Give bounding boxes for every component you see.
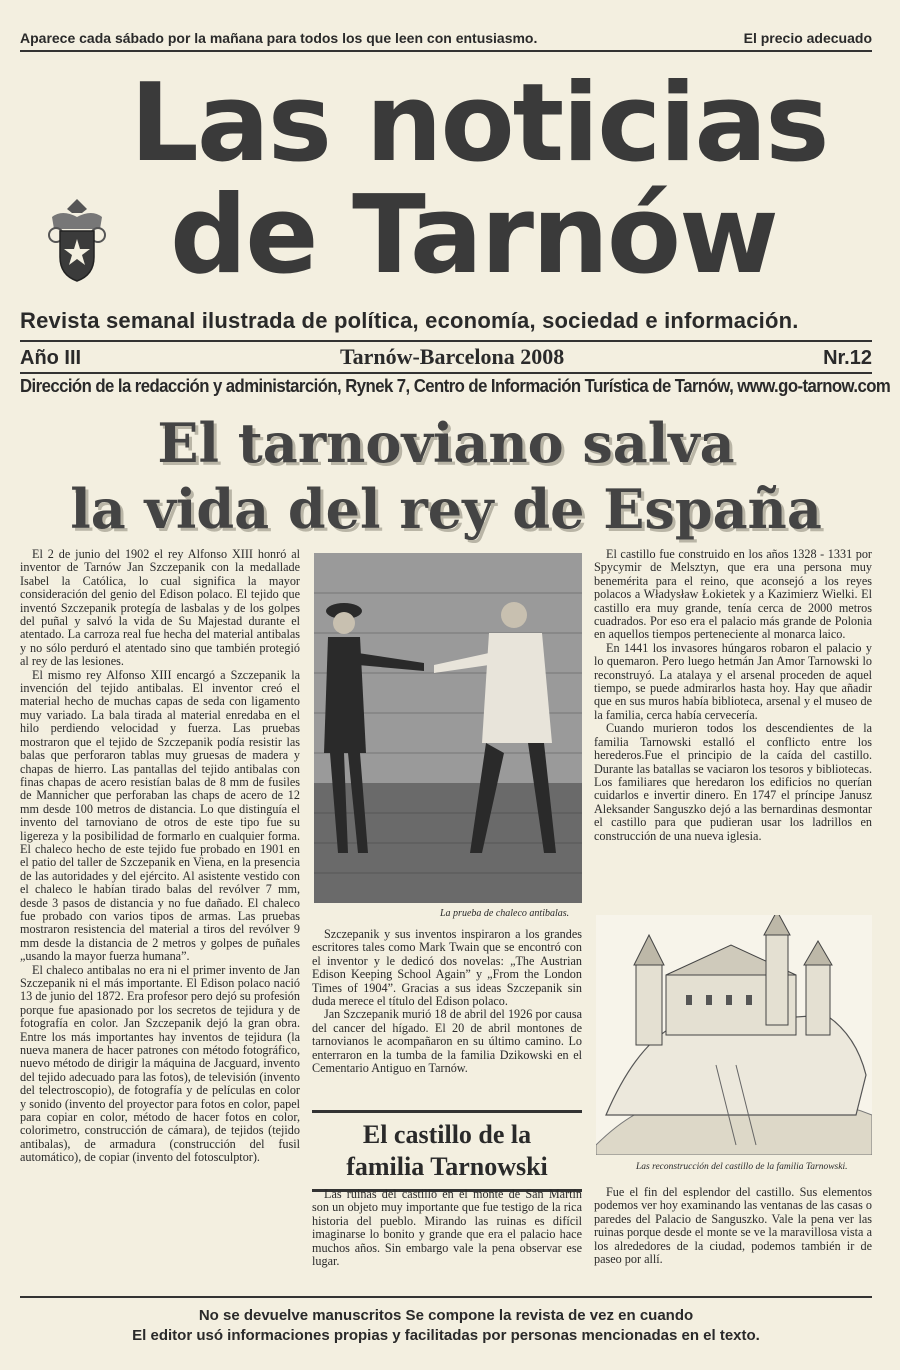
paragraph: El mismo rey Alfonso XIII encargó a Szczepanik la invención del tejido antibalas. El inventor creó el material hecho de muchas capas de seda con ligamento muy variado. La bala tirada al material enredaba en el hilo perdiendo velocidad y fuerza. Las pruebas mostraron que el tejido de Szczepanik podía resistir las balas que perforaron tablas muy gruesas de madera y chapas de hierro. Las pantallas del tejido antibalas con finas chapas de acero resistían balas de 8 mm de fusiles de Mannicher que perforaban las chaps de acero de 12 mm desde 100 metros de distancia. Lo que distinguía el invento del tarnoviano de otros de este tipo fue su ligereza y la posibilidad de formarlo en cualquier forma. El chaleco hecho de este tejido fue probado en 1901 en el patio del taller de Szczepanik en Viena, en la presencia de las autoridades y del ejército. Al asistente vestido con el chaleco le habían tirado balas del revólver 7 mm, desde 3 pasos de distancia y no fue dañado. El chaleco fue probado con varios tipos de armas. Las pruebas mostraron resistencia del material a tiros del revólver 9 mm desde la distancia de 2 metros y golpes de puñales „usando la mayor fuerza humana”. xyxy=(20,667,300,964)
tagline: Revista semanal ilustrada de política, economía, sociedad e información. xyxy=(20,308,799,333)
paragraph: Jan Szczepanik murió 18 de abril del 1926 por causa del cancer del hígado. El 20 de abril montones de tarnovianos le acompañaron en su último camino. Lo enterraron en la tumba de la familia Dzikowski en el Cementario Antiguo en Tarnów. xyxy=(312,1007,582,1076)
castle-drawing xyxy=(596,915,872,1155)
issue-year: Año III xyxy=(20,347,82,369)
article-column-3 xyxy=(594,548,872,843)
top-strip-left: Aparece cada sábado por la mañana para todos los que leen con entusiasmo. xyxy=(20,30,538,46)
main-headline xyxy=(20,410,872,542)
top-strip xyxy=(20,30,872,52)
article-column-1 xyxy=(20,548,300,1165)
footer-line-1: No se devuelve manuscritos Se compone la revista de vez en cuando xyxy=(198,1307,694,1324)
castle-section-heading xyxy=(312,1110,582,1192)
paragraph: Szczepanik y sus inventos inspiraron a los grandes escritores tales como Mark Twain que se encontró con el inventor y le dedicó dos novelas: „The Austrian Edison Keeping School Again” y „From the London Times of 1904”. Gracias a sus ideas Szczepanik sin duda merece el título del Edison polaco. xyxy=(312,927,582,1009)
photo-caption: La prueba de chaleco antibalas. xyxy=(440,908,570,919)
footer-line-2: El editor usó informaciones propias y facilitadas por personas mencionadas en el texto. xyxy=(132,1327,760,1344)
paragraph: El castillo fue construido en los años 1328 - 1331 por Spycymir de Melsztyn, que era una persona muy benemérita para el reino, que aconsejó a los reyes polacos a Władysław Łokietek y a Kazimierz Wielki. El castillo era muy grande, tenía cerca de 2000 metros cuadrados. Por eso era el palacio más grande de Polonia en aquellos tiempos perteneciente al monarca laico. xyxy=(594,547,872,642)
paragraph: El chaleco antibalas no era ni el primer invento de Jan Szczepanik ni el más importante. El Edison polaco nació 13 de junio del 1872. Era profesor pero dejó su profesión porque fue apasionado por los secretos de tejidura y de fotografía en color. Jan Szczepanik dejó la gran obra. Entre los más importantes hay inventos de tejidura (la nueva manera de hacer patrones con método fotográfico, nuevo método de dirigir la máquina de Jacguard, invento del tejido adecuado para las fotos), de televisión (invento del telectroscopio), de fotografía y de películas en color y sonido (invento del proyector para fotos en color, papel para copiar en color, método de hacer fotos en color, colorimetro, construcción de cámara), de tejidos (tejido antibalas), de armadura (construcción del fusil automático), de copiar (invento del fotosculptor). xyxy=(20,962,300,1165)
paragraph: Fue el fin del esplendor del castillo. Sus elementos podemos ver hoy examinando las ventanas de las casas o paredes del Palacio de Sanguszko. Vale la pena ver las ruinas porque desde el monte se ve la maravillosa vista a los alrededores de la ciudad, podemos también ir de paseo por allí. xyxy=(594,1185,872,1267)
article-column-2 xyxy=(312,928,582,1075)
headline-line-2: la vida del rey de España xyxy=(70,477,822,541)
coat-of-arms-icon xyxy=(42,195,112,285)
castle-heading-line-2: familia Tarnowski xyxy=(346,1152,548,1181)
masthead xyxy=(130,61,870,298)
castle-caption: Las reconstrucción del castillo de la familia Tarnowski. xyxy=(636,1162,848,1172)
paragraph: Las ruinas del castillo en el monte de San Martín son un objeto muy importante que fue testigo de la rica historia del pueblo. Mirando las ruinas es difícil imaginarse lo bonito y grande que era el palacio hace muchos años. Sin embargo vale la pena observar ese lugar. xyxy=(312,1187,582,1269)
issue-place: Tarnów-Barcelona 2008 xyxy=(339,344,565,369)
masthead-line-2: de Tarnów xyxy=(170,173,777,298)
paragraph: En 1441 los invasores húngaros robaron el palacio y lo quemaron. Pero luego hetmán Jan Amor Tarnowski lo reconstruyó. La atalaya y el arsenal proceden de aquel tiempo, se puede admirarlos hasta hoy. Hay que añadir que en sus muros había biblioteca, arsenal y el museo de la familia, cerca había cervecería. xyxy=(594,640,872,722)
castle-heading-line-1: El castillo de la xyxy=(362,1120,532,1149)
paragraph: El 2 de junio del 1902 el rey Alfonso XIII honró al inventor de Tarnów Jan Szczepanik con la medallade Isabel la Católica, lo cual significa la mayor consideración del genio del Edison polaco. El tejido que inventó Szczepanik protegía de lasbalas y de los golpes del puñal y salvó la vida de Su Majestad durante el atentado. La carroza real fue hecha del material antibalas y no sólo perduró el atentado sino que también protegió al rey de las lesiones. xyxy=(20,547,300,669)
masthead-line-1: Las noticias xyxy=(130,61,828,186)
footer xyxy=(20,1296,872,1346)
paragraph: Cuando murieron todos los descendientes de la familia Tarnowski estalló el conflicto entre los herederos.Fue el principio de la caída del castillo. Durante las batallas se vaciaron los tesoros y bibliotecas. Los familiares que heredaron los edificios no querían cuidarlos e invertir dinero. En 1747 el príncipe Janusz Aleksander Sanguszko dejó a las bernardinas desmontar el castillo para que pudieran usar los ladrillos en construcción de una nueva iglesia. xyxy=(594,721,872,843)
vest-test-photo xyxy=(314,553,582,903)
article-column-3-end xyxy=(594,1186,872,1266)
headline-line-1: El tarnoviano salva xyxy=(157,411,735,475)
editorial-address: Dirección de la redacción y administarción, Rynek 7, Centro de Información Turística de Tarnów, www.go-tarnow.com xyxy=(20,376,891,396)
price-note: El precio adecuado xyxy=(743,30,872,46)
castle-article-intro xyxy=(312,1188,582,1268)
issue-number: Nr.12 xyxy=(823,347,872,369)
issue-bar xyxy=(20,340,872,374)
